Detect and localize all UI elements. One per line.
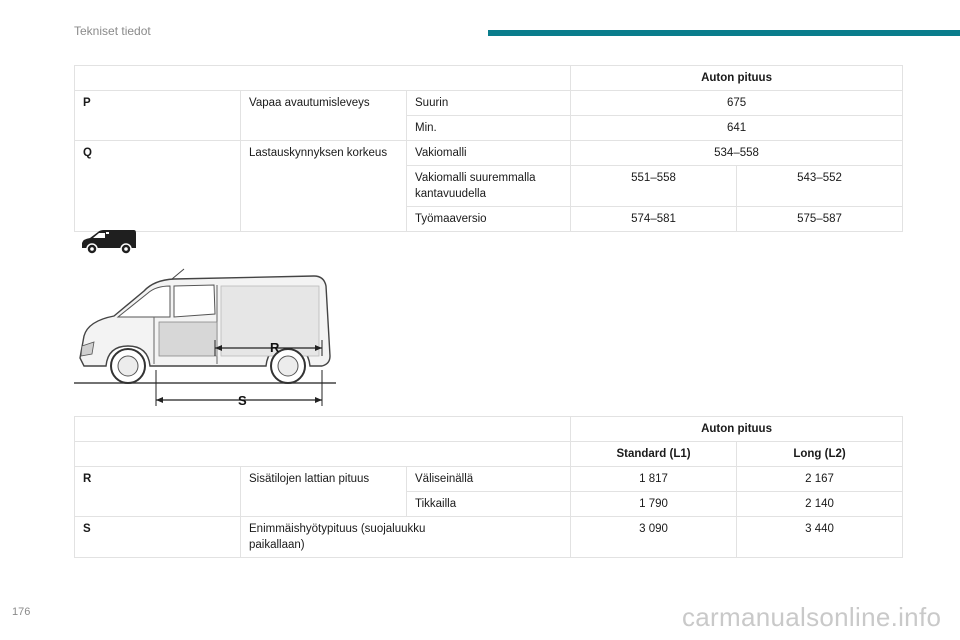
row-variant: Min. [407,116,571,141]
van-side-icon [80,228,138,256]
table-row [75,91,903,116]
table-row [75,467,903,492]
row-value: 641 [571,116,903,141]
column-header-l1: Standard (L1) [571,442,737,467]
row-name: Vapaa avautumisleveys [241,91,407,141]
table-header-cell: Auton pituus [571,417,903,442]
table-header-cell: Auton pituus [571,66,903,91]
row-variant: Työmaaversio [407,207,571,232]
table-length-dimensions [74,416,903,558]
row-name: Enimmäishyötypituus (suojaluukku paikallaan) [241,517,571,558]
row-value: 1 817 [571,467,737,492]
row-name: Sisätilojen lattian pituus [241,467,407,517]
table-row [75,66,903,91]
dimension-label-r: R [270,340,280,355]
row-value: 543–552 [737,166,903,207]
row-value: 534–558 [571,141,903,166]
van-dimension-diagram [74,266,344,410]
row-variant: Suurin [407,91,571,116]
row-value: 3 440 [737,517,903,558]
row-value: 575–587 [737,207,903,232]
table-row [75,517,903,558]
row-code: P [75,91,241,141]
row-variant: Vakiomalli [407,141,571,166]
watermark: carmanualsonline.info [682,602,942,632]
row-value: 2 140 [737,492,903,517]
row-variant: Vakiomalli suuremmalla kantavuudella [407,166,571,207]
row-name: Lastauskynnyksen korkeus [241,141,407,232]
row-value: 551–558 [571,166,737,207]
table-row [75,442,903,467]
row-value: 574–581 [571,207,737,232]
row-value: 3 090 [571,517,737,558]
page-header-title: Tekniset tiedot [74,24,151,38]
row-value: 1 790 [571,492,737,517]
column-header-l2: Long (L2) [737,442,903,467]
row-value: 675 [571,91,903,116]
table-row [75,141,903,166]
row-variant: Väliseinällä [407,467,571,492]
table-opening-dimensions [74,65,903,232]
row-code: S [75,517,241,558]
row-code: R [75,467,241,517]
row-value: 2 167 [737,467,903,492]
header-accent-bar [488,30,960,36]
page-number: 176 [12,606,31,618]
table-row [75,417,903,442]
row-variant: Tikkailla [407,492,571,517]
row-code: Q [75,141,241,232]
dimension-label-s: S [238,393,247,408]
